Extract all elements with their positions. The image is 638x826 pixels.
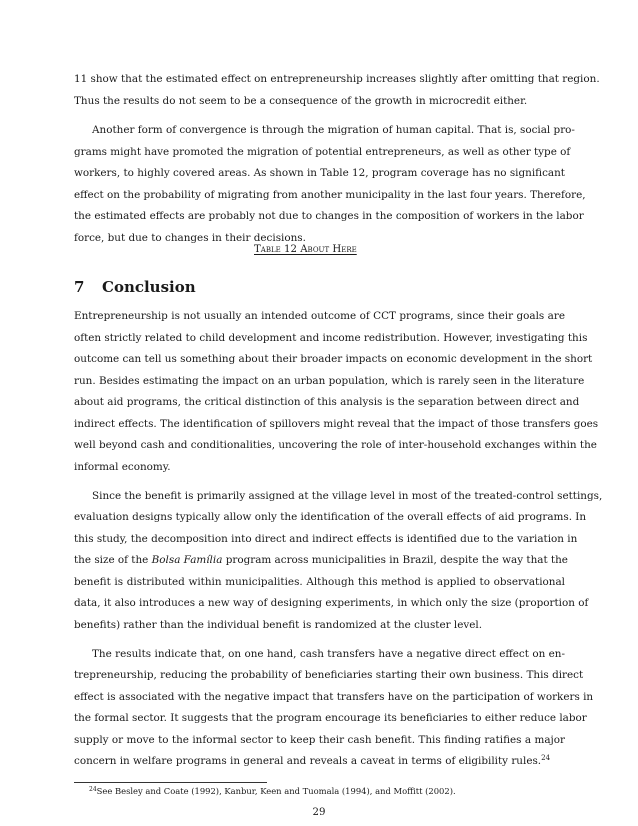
paragraph-line: benefits) rather than the individual benefit is randomized at the cluster level. [74,619,483,631]
paragraph-line: evaluation designs typically allow only the identification of the overall effects of aid programs. In [74,511,587,523]
text-segment: the size of the [74,554,152,566]
paragraph-line: Since the benefit is primarily assigned at the village level in most of the treated-control settings, [92,490,603,502]
program-name-italic: Bolsa Família [151,554,223,566]
paragraph-line: Entrepreneurship is not usually an intended outcome of CCT programs, since their goals are [74,310,565,322]
paragraph-line: informal economy. [74,461,171,473]
footnote [89,786,456,797]
paragraph-line: outcome can tell us something about their broader impacts on economic development in the short [74,353,593,365]
paragraph-line: well beyond cash and conditionalities, uncovering the role of inter-household exchanges within the [74,439,597,451]
paragraph-line: effect on the probability of migrating from another municipality in the last four years. Therefore, [74,189,586,201]
paragraph-line: the estimated effects are probably not due to changes in the composition of workers in the labor [74,210,584,222]
paragraph-line [74,554,568,567]
paragraph-line: indirect effects. The identification of spillovers might reveal that the impact of those transfers goes [74,418,599,430]
paragraph-line: trepreneurship, reducing the probability of beneficiaries starting their own business. This direct [74,669,584,681]
paragraph-line: the formal sector. It suggests that the program encourage its beneficiaries to either reduce labor [74,712,587,724]
paragraph-line [74,755,638,768]
table-12-reference: Table 12 About Here [254,244,357,255]
paragraph-line: 11 show that the estimated effect on entrepreneurship increases slightly after omitting that region. [74,73,600,85]
paragraph-line: run. Besides estimating the impact on an urban population, which is rarely seen in the literature [74,375,585,387]
text-segment: program across municipalities in Brazil, despite the way that the [222,554,568,566]
paragraph-line: supply or move to the informal sector to keep their cash benefit. This finding ratifies a major [74,734,565,746]
section-heading [74,278,196,296]
section-number: 7 [74,278,85,296]
paragraph-line: about aid programs, the critical distinction of this analysis is the separation between direct and [74,396,580,408]
paragraph-line: Another form of convergence is through the migration of human capital. That is, social pro- [92,124,575,136]
footnote-marker: 24 [541,754,551,762]
paragraph-line: effect is associated with the negative impact that transfers have on the participation of workers in [74,691,594,703]
paragraph-line: workers, to highly covered areas. As shown in Table 12, program coverage has no significant [74,167,565,179]
footnote-number: 24 [89,786,97,793]
paragraph-line: The results indicate that, on one hand, cash transfers have a negative direct effect on en- [92,648,565,660]
paragraph-line: grams might have promoted the migration of potential entrepreneurs, as well as other type of [74,146,571,158]
footnote-text: See Besley and Coate (1992), Kanbur, Keen and Tuomala (1994), and Moffitt (2002). [96,786,456,796]
page-number: 29 [312,807,326,818]
section-title: Conclusion [102,278,196,296]
paragraph-line: benefit is distributed within municipalities. Although this method is applied to observational [74,576,565,588]
paragraph-line: this study, the decomposition into direct and indirect effects is identified due to the variation in [74,533,578,545]
paragraph-line: often strictly related to child development and income redistribution. However, investigating this [74,332,588,344]
footnote-rule [74,782,267,783]
paragraph-line: data, it also introduces a new way of designing experiments, in which only the size (proportion of [74,597,589,609]
paragraph-line: force, but due to changes in their decisions. [74,232,306,244]
text-segment: concern in welfare programs in general and reveals a caveat in terms of eligibility rules. [74,755,542,767]
paragraph-line: Thus the results do not seem to be a consequence of the growth in microcredit either. [74,95,528,107]
